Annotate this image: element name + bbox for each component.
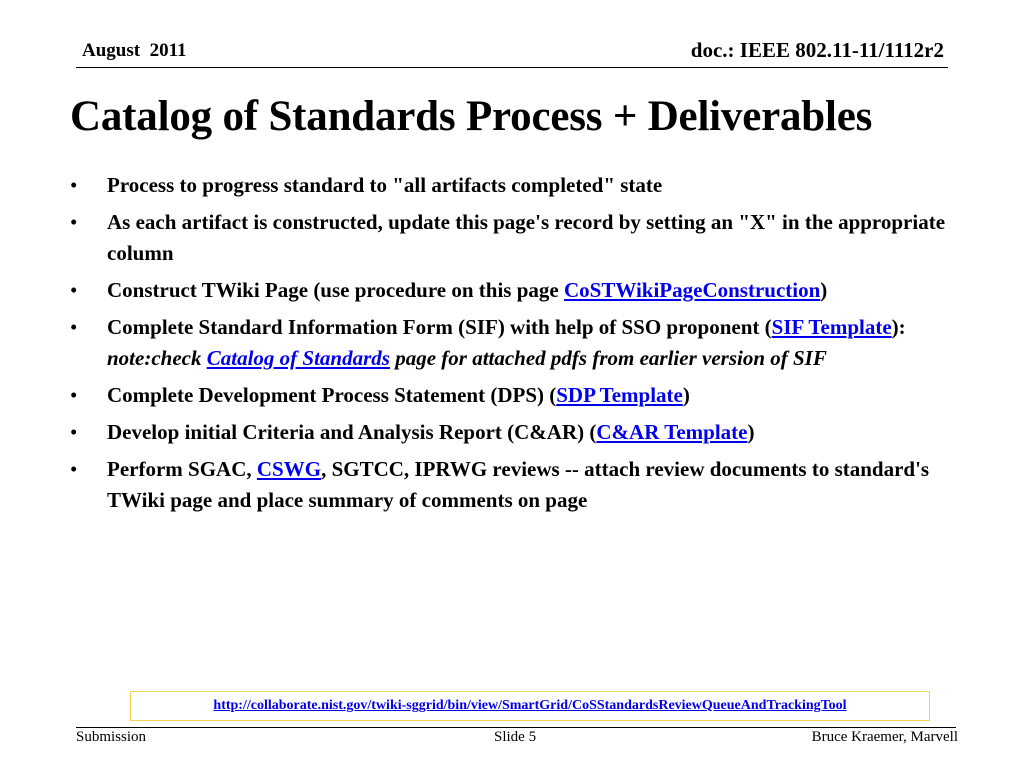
bullet-item bbox=[70, 417, 970, 448]
cswg-link[interactable]: CSWG bbox=[256, 457, 322, 481]
bullet-marker: • bbox=[70, 383, 78, 407]
bullet-list bbox=[70, 170, 970, 522]
bullet-text: Complete Development Process Statement (DPS) ( bbox=[107, 383, 557, 407]
footer-submission: Submission bbox=[76, 729, 147, 745]
note-text: page for attached pdfs from earlier version of SIF bbox=[389, 346, 827, 370]
tracking-tool-url-link[interactable]: http://collaborate.nist.gov/twiki-sggrid/bin/view/SmartGrid/CoSStandardsReviewQueueAndTrackingTool bbox=[213, 698, 847, 713]
bullet-item bbox=[70, 312, 970, 374]
bullet-item bbox=[70, 170, 970, 201]
note-text: note:check bbox=[107, 346, 207, 370]
bullet-marker: • bbox=[70, 210, 78, 234]
bullet-text: Process to progress standard to "all artifacts completed" state bbox=[107, 173, 663, 197]
bullet-text: ): bbox=[891, 315, 906, 339]
catalog-of-standards-link[interactable]: Catalog of Standards bbox=[206, 346, 390, 370]
bullet-text: ) bbox=[747, 420, 755, 444]
bullet-marker: • bbox=[70, 457, 78, 481]
bullet-text: , SGTCC, IPRWG reviews -- attach review documents to standard's TWiki page and place summary of comments on page bbox=[107, 457, 930, 512]
footer-author: Bruce Kraemer, Marvell bbox=[811, 729, 958, 745]
header-divider bbox=[76, 67, 948, 68]
bullet-item bbox=[70, 454, 970, 516]
bullet-item bbox=[70, 207, 970, 269]
bullet-marker: • bbox=[70, 315, 78, 339]
bullet-item bbox=[70, 380, 970, 411]
footer-divider bbox=[76, 727, 956, 728]
bullet-marker: • bbox=[70, 173, 78, 197]
bullet-marker: • bbox=[70, 420, 78, 444]
bullet-text: Perform SGAC, bbox=[107, 457, 257, 481]
bullet-text: Construct TWiki Page (use procedure on this page bbox=[107, 278, 564, 302]
header-date: August 2011 bbox=[82, 40, 187, 61]
sif-template-link[interactable]: SIF Template bbox=[771, 315, 892, 339]
url-box bbox=[130, 691, 930, 721]
sdp-template-link[interactable]: SDP Template bbox=[556, 383, 683, 407]
bullet-text: Complete Standard Information Form (SIF) with help of SSO proponent ( bbox=[107, 315, 772, 339]
bullet-text: ) bbox=[820, 278, 828, 302]
slide-title: Catalog of Standards Process + Deliverables bbox=[70, 93, 873, 140]
bullet-marker: • bbox=[70, 278, 78, 302]
footer-slide-number: Slide 5 bbox=[494, 729, 537, 745]
costwiki-page-construction-link[interactable]: CoSTWikiPageConstruction bbox=[563, 278, 821, 302]
car-template-link[interactable]: C&AR Template bbox=[596, 420, 748, 444]
bullet-text: Develop initial Criteria and Analysis Report (C&AR) ( bbox=[107, 420, 597, 444]
bullet-text: As each artifact is constructed, update this page's record by setting an "X" in the appropriate column bbox=[107, 210, 946, 265]
header-doc-id: doc.: IEEE 802.11-11/1112r2 bbox=[690, 38, 944, 62]
bullet-text: ) bbox=[682, 383, 690, 407]
bullet-item bbox=[70, 275, 970, 306]
